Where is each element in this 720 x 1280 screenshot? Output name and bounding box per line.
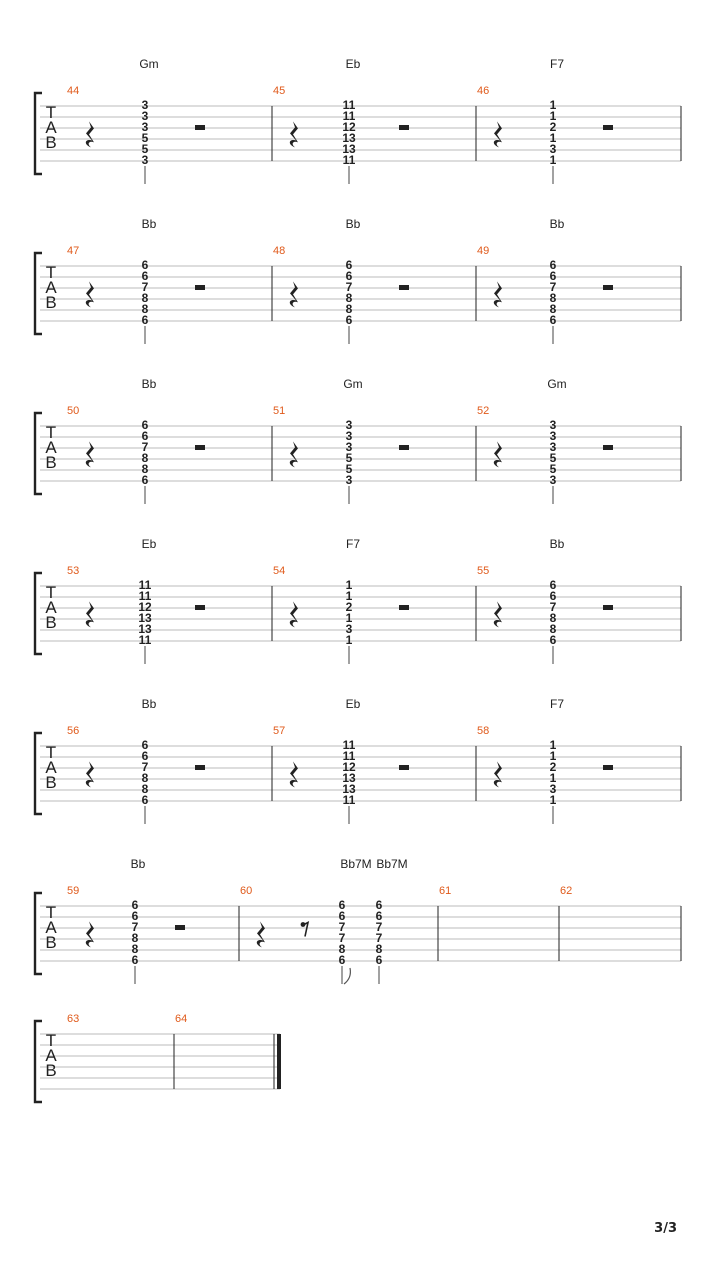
measure-number: 58: [477, 725, 490, 737]
fret-number: 13: [342, 782, 356, 796]
quarter-rest: [494, 441, 502, 467]
measure: [273, 697, 409, 824]
quarter-rest: [290, 281, 298, 307]
fret-number: 3: [549, 440, 557, 454]
chord-name: Gm: [139, 57, 159, 71]
measure-number: 55: [477, 565, 490, 577]
measure-number: 56: [67, 725, 80, 737]
quarter-rest: [86, 601, 94, 627]
tab-clef-letter: B: [45, 453, 57, 472]
fret-number: 3: [549, 782, 557, 796]
fret-number: 6: [141, 269, 149, 283]
fret-number: 6: [549, 578, 557, 592]
measure-number: 50: [67, 405, 80, 417]
fret-number: 7: [338, 920, 346, 934]
fret-number: 6: [141, 429, 149, 443]
measure-number: 54: [273, 565, 286, 577]
tab-clef: [45, 903, 57, 952]
measure: [273, 217, 409, 344]
measure: [477, 697, 613, 824]
fret-number: 8: [549, 302, 557, 316]
measure-number: 51: [273, 405, 286, 417]
fret-number: 6: [375, 953, 383, 967]
tab-clef-letter: T: [45, 743, 57, 762]
measure-number: 63: [67, 1013, 80, 1025]
tab-clef-letter: T: [45, 423, 57, 442]
measure: [67, 697, 205, 824]
fret-number: 13: [138, 622, 152, 636]
stem-flag: [344, 968, 350, 984]
fret-number: 12: [138, 600, 152, 614]
fret-number: 8: [549, 291, 557, 305]
chord-name: Bb: [141, 377, 157, 391]
tab-clef-letter: B: [45, 1061, 57, 1080]
measure: [273, 537, 409, 664]
measure-number: 47: [67, 245, 80, 257]
tab-system: [35, 377, 681, 504]
tab-system: [35, 857, 681, 984]
fret-number: 6: [549, 313, 557, 327]
chord-name: Bb: [141, 697, 157, 711]
fret-number: 11: [138, 633, 152, 647]
fret-number: 6: [338, 953, 346, 967]
fret-number: 8: [375, 942, 383, 956]
fret-number: 8: [141, 291, 149, 305]
fret-number: 3: [345, 418, 353, 432]
tab-clef-letter: A: [45, 918, 57, 937]
fret-number: 8: [549, 622, 557, 636]
half-rest: [603, 285, 613, 290]
fret-number: 8: [141, 771, 149, 785]
half-rest: [195, 765, 205, 770]
fret-number: 8: [131, 942, 139, 956]
fret-number: 1: [549, 749, 557, 763]
page-number: 3/3: [654, 1221, 677, 1236]
tab-clef: [45, 423, 57, 472]
half-rest: [603, 765, 613, 770]
fret-number: 5: [345, 462, 353, 476]
fret-number: 7: [375, 931, 383, 945]
quarter-rest: [86, 121, 94, 147]
tab-clef: [45, 263, 57, 312]
fret-number: 8: [141, 451, 149, 465]
measure-number: 53: [67, 565, 80, 577]
fret-number: 1: [345, 589, 353, 603]
tab-clef-letter: T: [45, 1031, 57, 1050]
measure: [175, 1013, 187, 1025]
fret-number: 6: [375, 909, 383, 923]
measure-number: 49: [477, 245, 490, 257]
system-bracket: [35, 413, 42, 494]
tab-clef-letter: T: [45, 263, 57, 282]
fret-number: 11: [342, 738, 356, 752]
quarter-rest: [86, 281, 94, 307]
fret-number: 1: [549, 153, 557, 167]
fret-number: 6: [345, 313, 353, 327]
fret-number: 3: [141, 120, 149, 134]
tab-clef: [45, 743, 57, 792]
chord-name: F7: [549, 697, 565, 711]
fret-number: 6: [375, 898, 383, 912]
fret-number: 1: [549, 793, 557, 807]
fret-number: 1: [345, 611, 353, 625]
half-rest: [603, 445, 613, 450]
measure: [67, 377, 205, 504]
fret-number: 1: [549, 98, 557, 112]
fret-number: 2: [549, 120, 557, 134]
fret-number: 8: [345, 291, 353, 305]
fret-number: 11: [342, 153, 356, 167]
fret-number: 6: [131, 953, 139, 967]
half-rest: [399, 445, 409, 450]
fret-number: 1: [345, 578, 353, 592]
fret-number: 7: [141, 280, 149, 294]
chord-name: Bb7M: [340, 857, 372, 871]
fret-number: 6: [141, 793, 149, 807]
measure-number: 60: [240, 885, 253, 897]
tab-system: [35, 217, 681, 344]
fret-number: 6: [549, 633, 557, 647]
measure: [67, 857, 185, 984]
fret-number: 3: [549, 429, 557, 443]
chord-name: Bb: [345, 217, 361, 231]
tab-clef-letter: B: [45, 613, 57, 632]
system-bracket: [35, 733, 42, 814]
fret-number: 1: [549, 738, 557, 752]
quarter-rest: [494, 761, 502, 787]
fret-number: 3: [549, 418, 557, 432]
measure-number: 61: [439, 885, 452, 897]
quarter-rest: [290, 441, 298, 467]
chord-name: Eb: [345, 57, 361, 71]
quarter-rest: [257, 921, 265, 947]
chord-name: Eb: [141, 537, 157, 551]
fret-number: 2: [549, 760, 557, 774]
tab-clef-letter: B: [45, 933, 57, 952]
fret-number: 3: [345, 440, 353, 454]
tab-clef: [45, 1031, 57, 1080]
fret-number: 7: [549, 280, 557, 294]
half-rest: [195, 605, 205, 610]
fret-number: 11: [138, 589, 152, 603]
eighth-rest: [302, 923, 308, 937]
system-bracket: [35, 93, 42, 174]
fret-number: 1: [345, 633, 353, 647]
fret-number: 5: [141, 142, 149, 156]
fret-number: 3: [141, 109, 149, 123]
fret-number: 7: [131, 920, 139, 934]
fret-number: 6: [141, 473, 149, 487]
fret-number: 3: [345, 429, 353, 443]
tab-clef-letter: A: [45, 1046, 57, 1065]
half-rest: [195, 125, 205, 130]
fret-number: 6: [338, 909, 346, 923]
fret-number: 6: [141, 418, 149, 432]
tab-system: [35, 1013, 281, 1102]
tab-clef-letter: T: [45, 583, 57, 602]
measure-number: 64: [175, 1013, 188, 1025]
system-bracket: [35, 573, 42, 654]
measure-number: 48: [273, 245, 286, 257]
quarter-rest: [290, 601, 298, 627]
tab-clef: [45, 103, 57, 152]
fret-number: 1: [549, 771, 557, 785]
fret-number: 8: [345, 302, 353, 316]
measure: [67, 537, 205, 664]
fret-number: 6: [345, 269, 353, 283]
fret-number: 8: [141, 462, 149, 476]
fret-number: 13: [342, 142, 356, 156]
half-rest: [195, 445, 205, 450]
fret-number: 3: [345, 622, 353, 636]
fret-number: 12: [342, 120, 356, 134]
tab-clef-letter: T: [45, 903, 57, 922]
tab-system: [35, 697, 681, 824]
fret-number: 6: [549, 269, 557, 283]
chord-name: F7: [549, 57, 565, 71]
chord-name: Bb: [549, 537, 565, 551]
chord-name: Eb: [345, 697, 361, 711]
fret-number: 8: [338, 942, 346, 956]
system-bracket: [35, 253, 42, 334]
fret-number: 6: [345, 258, 353, 272]
fret-number: 3: [549, 142, 557, 156]
fret-number: 6: [141, 749, 149, 763]
measure-number: 46: [477, 85, 490, 97]
chord-name: Bb: [130, 857, 146, 871]
measure: [477, 217, 613, 344]
measure-number: 59: [67, 885, 80, 897]
fret-number: 11: [342, 98, 356, 112]
measure-number: 62: [560, 885, 573, 897]
fret-number: 5: [549, 451, 557, 465]
fret-number: 3: [141, 98, 149, 112]
quarter-rest: [86, 921, 94, 947]
quarter-rest: [290, 761, 298, 787]
tab-system: [35, 537, 681, 664]
tab-clef-letter: A: [45, 598, 57, 617]
fret-number: 6: [131, 909, 139, 923]
fret-number: 6: [549, 258, 557, 272]
quarter-rest: [494, 281, 502, 307]
chord-name: Gm: [547, 377, 567, 391]
half-rest: [399, 125, 409, 130]
fret-number: 7: [345, 280, 353, 294]
tab-clef-letter: A: [45, 438, 57, 457]
tab-clef-letter: T: [45, 103, 57, 122]
fret-number: 13: [138, 611, 152, 625]
half-rest: [399, 765, 409, 770]
tab-clef-letter: B: [45, 133, 57, 152]
final-thick-barline: [277, 1034, 281, 1089]
fret-number: 13: [342, 771, 356, 785]
measure: [67, 1013, 79, 1025]
measure: [439, 885, 451, 897]
fret-number: 7: [549, 600, 557, 614]
measure: [477, 57, 613, 184]
measure: [67, 217, 205, 344]
measure-number: 52: [477, 405, 490, 417]
tab-clef-letter: B: [45, 293, 57, 312]
fret-number: 8: [141, 782, 149, 796]
fret-number: 11: [342, 793, 356, 807]
fret-number: 11: [138, 578, 152, 592]
measure: [273, 377, 409, 504]
quarter-rest: [494, 601, 502, 627]
fret-number: 1: [549, 109, 557, 123]
measure: [240, 857, 408, 984]
measure: [560, 885, 572, 897]
fret-number: 3: [549, 473, 557, 487]
fret-number: 8: [549, 611, 557, 625]
measure: [477, 537, 613, 664]
fret-number: 6: [141, 738, 149, 752]
fret-number: 7: [338, 931, 346, 945]
tab-clef-letter: A: [45, 118, 57, 137]
fret-number: 7: [375, 920, 383, 934]
measure: [273, 57, 409, 184]
fret-number: 7: [141, 760, 149, 774]
tab-clef: [45, 583, 57, 632]
quarter-rest: [86, 441, 94, 467]
half-rest: [603, 125, 613, 130]
fret-number: 12: [342, 760, 356, 774]
half-rest: [175, 925, 185, 930]
fret-number: 6: [549, 589, 557, 603]
tab-clef-letter: A: [45, 758, 57, 777]
half-rest: [195, 285, 205, 290]
fret-number: 5: [345, 451, 353, 465]
fret-number: 1: [549, 131, 557, 145]
chord-name: Bb7M: [376, 857, 408, 871]
chord-name: Bb: [549, 217, 565, 231]
measure-number: 44: [67, 85, 80, 97]
half-rest: [603, 605, 613, 610]
tab-clef-letter: B: [45, 773, 57, 792]
measure: [67, 57, 205, 184]
fret-number: 5: [141, 131, 149, 145]
fret-number: 11: [342, 749, 356, 763]
fret-number: 8: [141, 302, 149, 316]
measure: [477, 377, 613, 504]
quarter-rest: [494, 121, 502, 147]
tab-system: [35, 57, 681, 184]
fret-number: 6: [338, 898, 346, 912]
fret-number: 7: [141, 440, 149, 454]
half-rest: [399, 285, 409, 290]
quarter-rest: [290, 121, 298, 147]
system-bracket: [35, 1021, 42, 1102]
fret-number: 8: [131, 931, 139, 945]
half-rest: [399, 605, 409, 610]
chord-name: Gm: [343, 377, 363, 391]
measure-number: 57: [273, 725, 286, 737]
system-bracket: [35, 893, 42, 974]
fret-number: 11: [342, 109, 356, 123]
fret-number: 6: [131, 898, 139, 912]
tab-clef-letter: A: [45, 278, 57, 297]
chord-name: F7: [345, 537, 361, 551]
fret-number: 3: [141, 153, 149, 167]
fret-number: 6: [141, 258, 149, 272]
measure-number: 45: [273, 85, 286, 97]
fret-number: 3: [345, 473, 353, 487]
chord-name: Bb: [141, 217, 157, 231]
fret-number: 13: [342, 131, 356, 145]
fret-number: 2: [345, 600, 353, 614]
fret-number: 6: [141, 313, 149, 327]
fret-number: 5: [549, 462, 557, 476]
quarter-rest: [86, 761, 94, 787]
